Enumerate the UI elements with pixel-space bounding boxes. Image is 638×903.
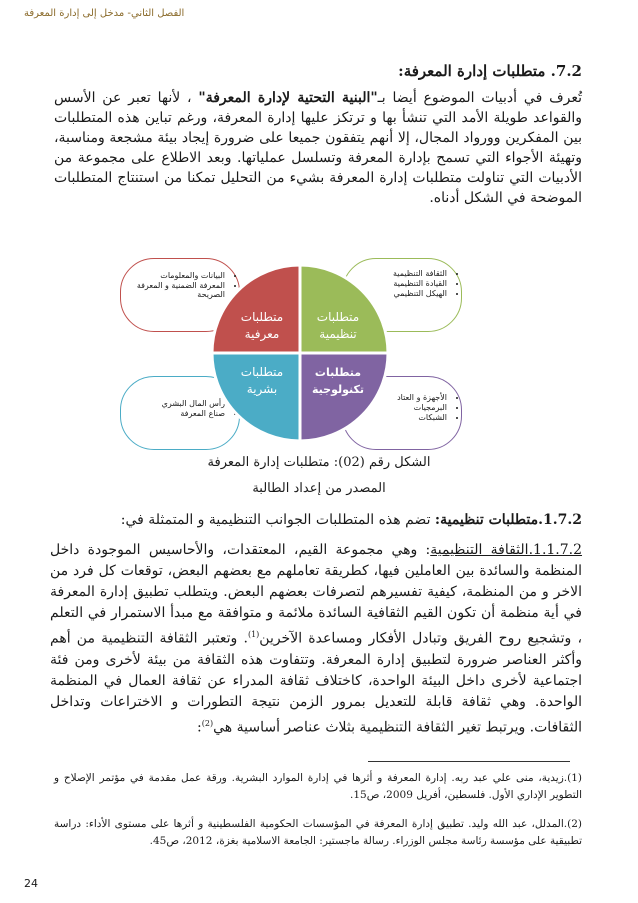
requirements-circle [210,263,390,443]
organizational-item: • الثقافة التنظيمية [343,269,447,278]
label-organizational-2: تنظيمية [319,327,357,341]
footnote-separator [368,761,570,762]
knowledge-item: • المعرفة الضمنية و المعرفة الصريحة [121,281,225,299]
culture-paragraph [50,540,582,738]
footnote-ref-2[interactable]: (2) [201,718,214,728]
page-number: 24 [24,877,38,890]
culture-text-b: . وتعتبر الثقافة التنظيمية من أهم وأكثر العناصر ضرورة لتطبيق إدارة المعرفة. وتتفاوت هذه الثقافة من بيئة لأخرى ومن فئة اجتماعية لأخرى داخل البيئة الواحدة، كاختلاف ثقافة المدراء عن ثقافة العمال في المنظمة الواحدة. وهي ثقافة قابلة للتعديل بمرور الزمن نتيجة التطورات و الاختراعات وتداخل الثقافات. ويرتبط تغير الثقافة التنظيمية بثلاث عناصر أساسية هي [50,630,582,736]
section-heading: 7.2. متطلبات إدارة المعرفة: [398,62,582,80]
organizational-item: • الهيكل التنظيمي [343,289,447,298]
intro-text-rest: ، لأنها تعبر عن الأسس والقواعد طويلة الأمد التي تنشأ بها و ترتكز عليها إدارة المعرفة، ورغم تباين هذه المتطلبات بين المفكرين وورواد المجال، إلا أنهم يتفقون جميعا على ضرورة إيجاد بيئة مشجعة ومناسبة، وتهيئة الأجواء التي تسمح بإدارة المعرفة وتسلسل عملياتها. وبعد الاطلاع على مجموعة من الأدبيات التي تناولت متطلبات إدارة المعرفة بشيء من التحليل تمكنا من استنتاج المتطلبات الموضحة في الشكل أدناه. [54,90,582,206]
label-technology-1: متطلبات [314,366,362,379]
culture-text-c: : [197,719,202,736]
organizational-item: • القيادة التنظيمية [343,279,447,288]
technology-item: • الأجهزة و العتاد [343,393,447,402]
culture-text-a: : وهي مجموعة القيم، المعتقدات، والأحاسيس الموجودة داخل المنظمة والسائدة بين العاملين فيها، كطريقة تعاملهم مع بعضهم البعض، توقعات كل فرد من الاخر و من المنظمة، كيفية تفسيرهم لتصرفات بعضهم البعض. ويتطلب تطبيق إدارة المعرفة في أية منظمة أن تكون القيم الثقافية السائدة ملائمة و متوافقة مع مبدأ الاستمرار في التعلم ، وتشجيع روح الفريق وتبادل الأفكار ومساعدة الآخرين [50,542,582,647]
human-item: • صناع المعرفة [121,409,225,418]
figure-source: المصدر من إعداد الطالبة [252,481,386,496]
knowledge-item: • البيانات والمعلومات [121,271,225,280]
label-knowledge-1: متطلبات [240,310,284,324]
label-organizational-1: متطلبات [316,310,360,324]
label-knowledge-2: معرفية [244,327,280,341]
intro-text-start: تُعرف في أدبيات الموضوع أيضا بـ [377,90,582,106]
technology-item: • الشبكات [343,413,447,422]
label-human-2: بشرية [246,382,278,396]
footnote-1: (1).زيدية، منى علي عبد ربه. إدارة المعرفة و أثرها في إدارة الموارد البشرية. ورقة عمل مقدمة في مؤتمر الإصلاح و التطوير الإداري الأول. فلسطين، أفريل 2009، ص15. [54,772,582,801]
figure-caption: الشكل رقم (02): متطلبات إدارة المعرفة [207,455,431,470]
subsection-intro: تضم هذه المتطلبات الجوانب التنظيمية و المتمثلة في: [120,512,435,528]
requirements-figure [120,258,480,448]
running-header: الفصل الثاني- مدخل إلى إدارة المعرفة [24,8,185,19]
intro-bold-term: "البنية التحتية لإدارة المعرفة" [198,90,378,106]
human-item: • رأس المال البشري [121,399,225,408]
culture-heading: 1.1.7.2.الثقافة التنظيمية [430,542,583,558]
subsection-title: 1.7.2.متطلبات تنظيمية: [434,512,582,528]
footnote-ref-1[interactable]: (1) [247,630,260,639]
footnote-2: (2).المدلل، عبد الله وليد. تطبيق إدارة المعرفة في المؤسسات الحكومية الفلسطينية و أثرها على مستوى الأداء: دراسة تطبيقية على مؤسسة رئاسة مجلس الوزراء. رسالة ماجستير: الجامعة الاسلامية بغزة، 2012، ص45. [54,818,582,847]
label-human-1: متطلبات [240,365,284,379]
technology-item: • البرمجيات [343,403,447,412]
label-technology-2: تكنولوجية [311,383,365,396]
intro-paragraph [54,88,582,208]
subsection-heading [42,512,582,528]
